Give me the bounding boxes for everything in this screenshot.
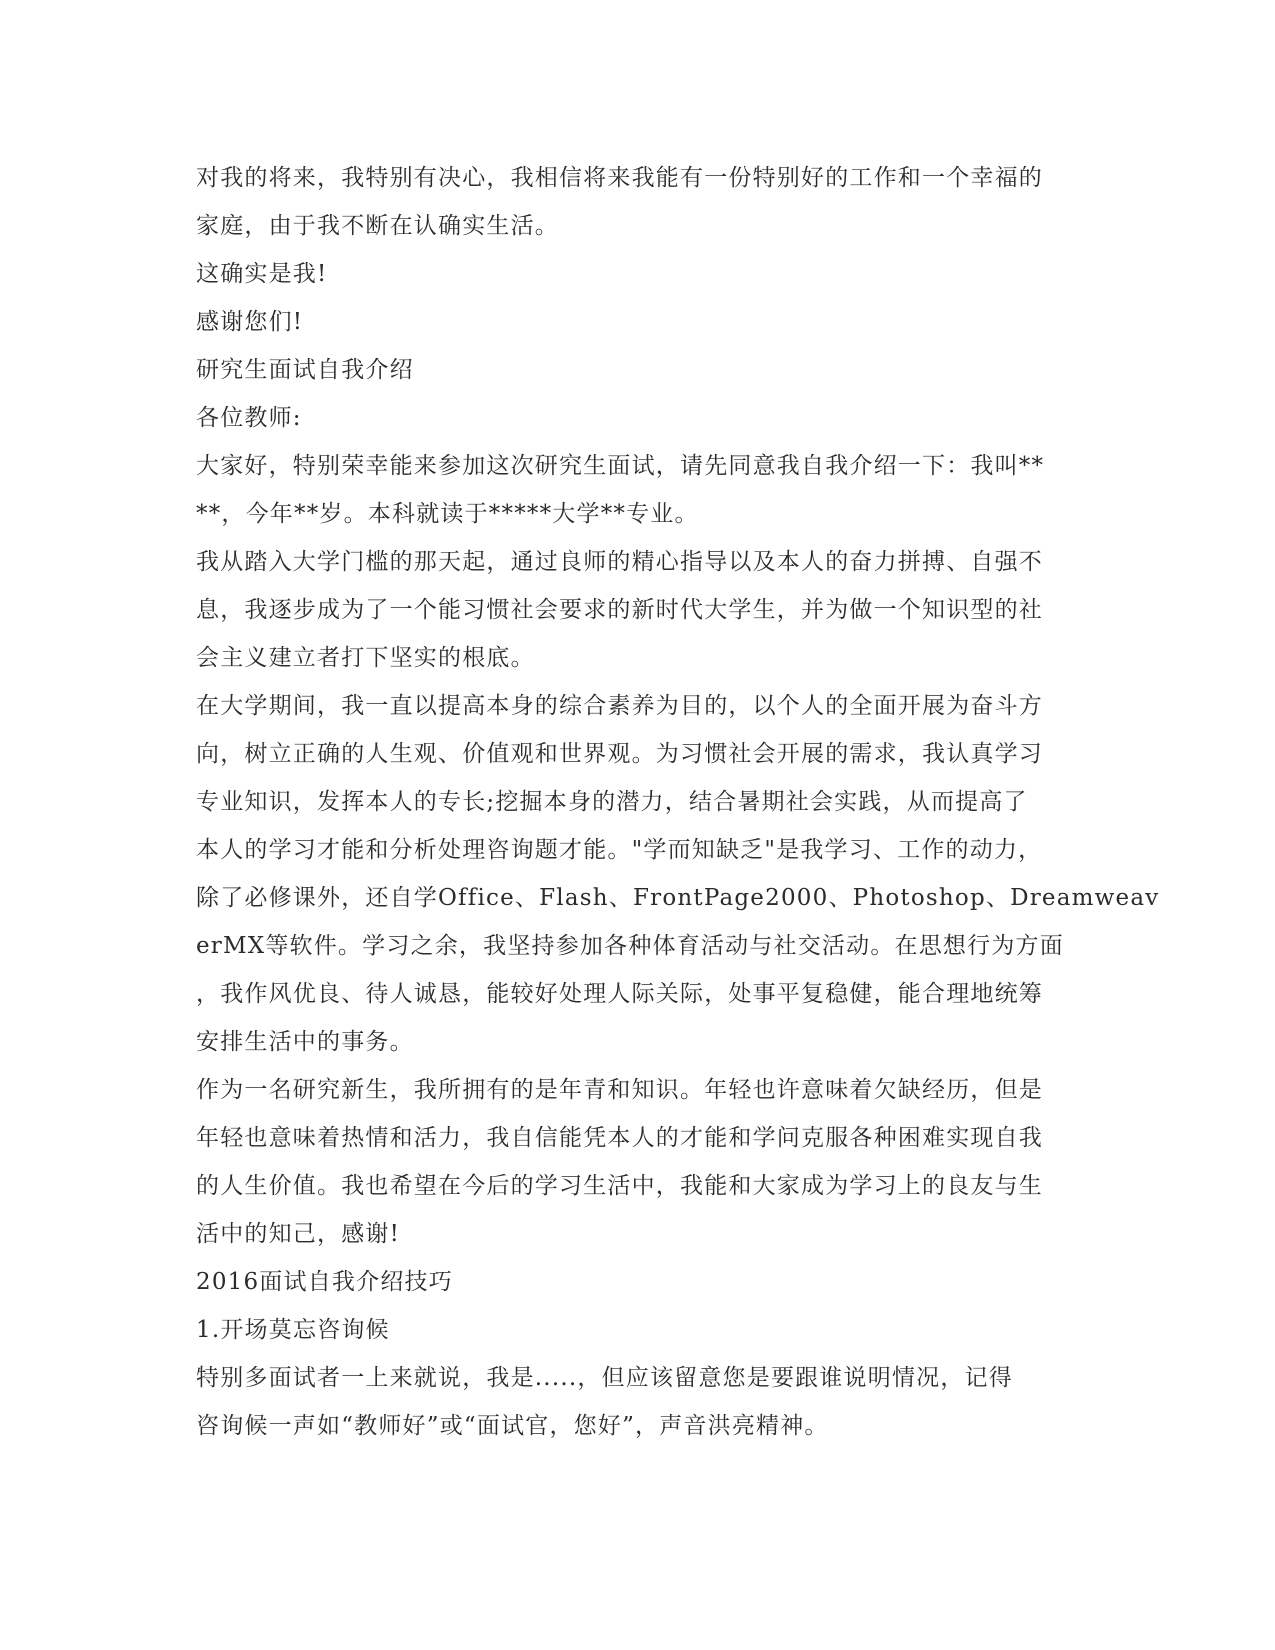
paragraph-line: 特别多面试者一上来就说，我是.....，但应该留意您是要跟谁说明情况，记得 bbox=[196, 1365, 1013, 1391]
paragraph-line: 在大学期间，我一直以提高本身的综合素养为目的，以个人的全面开展为奋斗方 bbox=[196, 693, 1043, 719]
salutation: 各位教师: bbox=[196, 405, 302, 431]
paragraph-line: 专业知识，发挥本人的专长;挖掘本身的潜力，结合暑期社会实践，从而提高了 bbox=[196, 789, 1028, 815]
section-heading: 2016面试自我介绍技巧 bbox=[196, 1269, 453, 1295]
paragraph-line: 大家好，特别荣幸能来参加这次研究生面试，请先同意我自我介绍一下：我叫** bbox=[196, 453, 1045, 479]
paragraph-line: 作为一名研究新生，我所拥有的是年青和知识。年轻也许意味着欠缺经历，但是 bbox=[196, 1077, 1043, 1103]
paragraph-line: 会主义建立者打下坚实的根底。 bbox=[196, 645, 535, 671]
paragraph-line: 除了必修课外，还自学Office、Flash、FrontPage2000、Photoshop、Dreamweav bbox=[196, 885, 1160, 911]
paragraph-line: 的人生价值。我也希望在今后的学习生活中，我能和大家成为学习上的良友与生 bbox=[196, 1173, 1043, 1199]
subsection-heading: 1.开场莫忘咨询候 bbox=[196, 1317, 390, 1343]
paragraph-line: 我从踏入大学门槛的那天起，通过良师的精心指导以及本人的奋力拼搏、自强不 bbox=[196, 549, 1043, 575]
paragraph-line: erMX等软件。学习之余，我坚持参加各种体育活动与社交活动。在思想行为方面 bbox=[196, 933, 1064, 959]
paragraph-line: 年轻也意味着热情和活力，我自信能凭本人的才能和学问克服各种困难实现自我 bbox=[196, 1125, 1043, 1151]
section-heading: 研究生面试自我介绍 bbox=[196, 357, 414, 383]
paragraph-line: 家庭，由于我不断在认确实生活。 bbox=[196, 213, 559, 239]
paragraph-line: **，今年**岁。本科就读于*****大学**专业。 bbox=[196, 501, 699, 527]
paragraph-line: 向，树立正确的人生观、价值观和世界观。为习惯社会开展的需求，我认真学习 bbox=[196, 741, 1043, 767]
paragraph-line: 息，我逐步成为了一个能习惯社会要求的新时代大学生，并为做一个知识型的社 bbox=[196, 597, 1043, 623]
document-body bbox=[196, 154, 1160, 1450]
paragraph-line: 本人的学习才能和分析处理咨询题才能。"学而知缺乏"是我学习、工作的动力， bbox=[196, 837, 1043, 863]
paragraph-line: 这确实是我! bbox=[196, 261, 328, 287]
paragraph-line: 咨询候一声如“教师好”或“面试官，您好”，声音洪亮精神。 bbox=[196, 1413, 829, 1439]
paragraph-line: 活中的知己，感谢! bbox=[196, 1221, 401, 1247]
paragraph-line: 对我的将来，我特别有决心，我相信将来我能有一份特别好的工作和一个幸福的 bbox=[196, 165, 1043, 191]
paragraph-line: 感谢您们! bbox=[196, 309, 304, 335]
paragraph-line: 安排生活中的事务。 bbox=[196, 1029, 414, 1055]
paragraph-line: ，我作风优良、待人诚恳，能较好处理人际关际，处事平复稳健，能合理地统筹 bbox=[196, 981, 1043, 1007]
